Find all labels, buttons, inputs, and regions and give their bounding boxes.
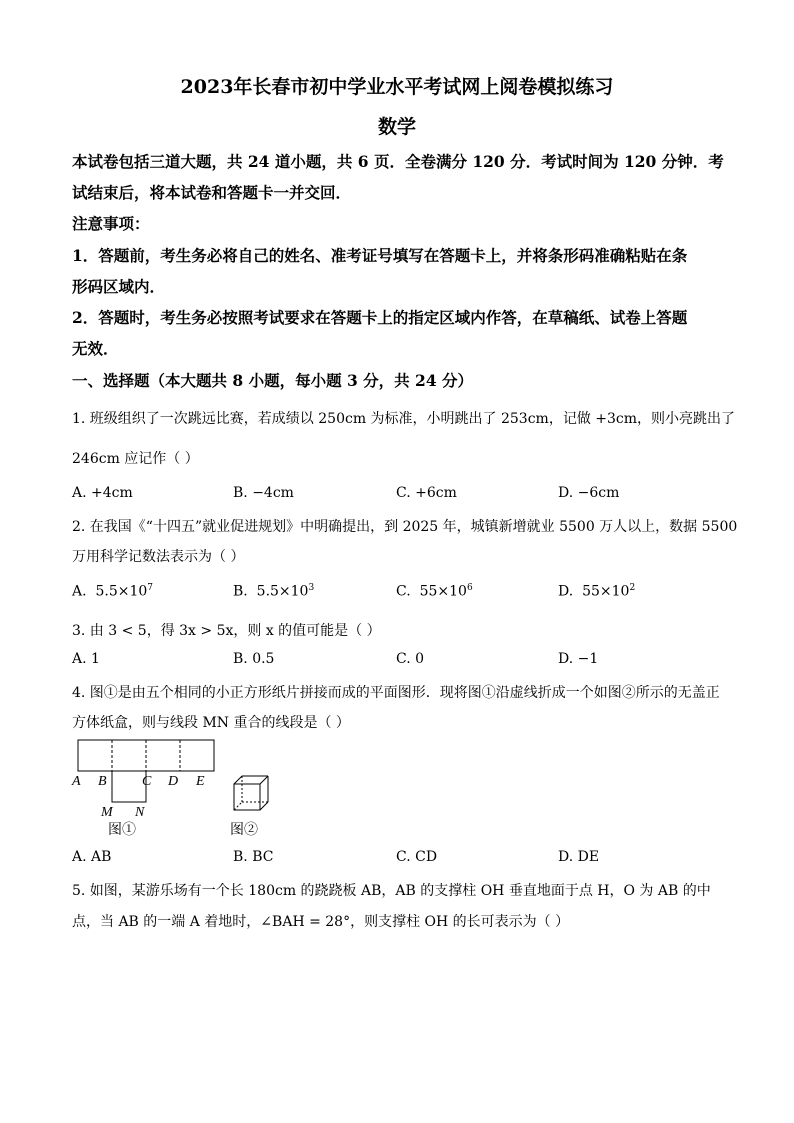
option-base: 5.5×10 bbox=[256, 583, 309, 600]
question-3-option-d: D. −1 bbox=[558, 651, 599, 667]
question-1-option-b: B. −4cm bbox=[233, 485, 294, 501]
question-3-line-1: 3. 由 3 < 5，得 3x > 5x，则 x 的值可能是（ ） bbox=[72, 623, 381, 639]
net-bottom-square bbox=[112, 771, 146, 802]
section-1-title: 一、选择题（本大题共 8 小题，每小题 3 分，共 24 分） bbox=[72, 371, 474, 390]
point-label-m: M bbox=[101, 805, 113, 820]
question-2-option-c bbox=[396, 583, 473, 600]
question-2-option-a bbox=[72, 583, 153, 600]
intro-line-2: 试结束后，将本试卷和答题卡一并交回． bbox=[72, 183, 352, 202]
question-4-option-c: C. CD bbox=[396, 849, 438, 865]
question-5-line-1: 5. 如图，某游乐场有一个长 180cm 的跷跷板 AB，AB 的支撑柱 OH 垂直地面于点 H，O 为 AB 的中 bbox=[72, 883, 711, 899]
intro-line-1: 本试卷包括三道大题，共 24 道小题，共 6 页．全卷满分 120 分．考试时间为 120 分钟．考 bbox=[72, 152, 724, 171]
option-label: C. bbox=[396, 583, 411, 600]
question-2-option-d bbox=[558, 583, 635, 600]
option-base: 55×10 bbox=[582, 583, 630, 600]
question-2-line-2: 万用科学记数法表示为（ ） bbox=[72, 549, 245, 565]
option-exponent: 6 bbox=[466, 583, 473, 593]
question-1-option-c: C. +6cm bbox=[396, 485, 457, 501]
question-4-line-2: 方体纸盒，则与线段 MN 重合的线段是（ ） bbox=[72, 715, 350, 731]
figure-2-cube bbox=[226, 768, 276, 846]
question-1-option-d: D. −6cm bbox=[558, 485, 620, 501]
question-4-line-1: 4. 图①是由五个相同的小正方形纸片拼接而成的平面图形．现将图①沿虚线折成一个如图②所示的无盖正 bbox=[72, 685, 720, 701]
question-3-option-b: B. 0.5 bbox=[233, 651, 275, 667]
question-4-option-a: A. AB bbox=[72, 849, 112, 865]
point-label-c: C bbox=[142, 774, 152, 789]
figure-2-caption: 图② bbox=[230, 822, 258, 838]
question-1-line-2: 246cm 应记作（ ） bbox=[72, 451, 199, 467]
notice-1-line-1: 1．答题前，考生务必将自己的姓名、准考证号填写在答题卡上，并将条形码准确粘贴在条 bbox=[72, 246, 688, 265]
exam-title: 2023年长春市初中学业水平考试网上阅卷模拟练习 bbox=[180, 76, 614, 98]
question-5-line-2: 点，当 AB 的一端 A 着地时，∠BAH = 28°，则支撑柱 OH 的长可表示为（ ） bbox=[72, 914, 570, 930]
point-label-n: N bbox=[135, 805, 145, 820]
question-2-option-b bbox=[233, 583, 314, 600]
question-3-option-a: A. 1 bbox=[72, 651, 100, 667]
figure-1-caption: 图① bbox=[108, 822, 136, 838]
point-label-a: A bbox=[72, 774, 81, 789]
notice-2-line-1: 2．答题时，考生务必按照考试要求在答题卡上的指定区域内作答，在草稿纸、试卷上答题 bbox=[72, 308, 688, 327]
option-base: 5.5×10 bbox=[95, 583, 148, 600]
question-1-line-1: 1. 班级组织了一次跳远比赛，若成绩以 250cm 为标准，小明跳出了 253cm，记做 +3cm，则小亮跳出了 bbox=[72, 411, 736, 427]
question-1-option-a: A. +4cm bbox=[72, 485, 133, 501]
option-label: B. bbox=[233, 583, 248, 600]
option-exponent: 7 bbox=[147, 583, 154, 593]
point-label-b: B bbox=[98, 774, 107, 789]
notice-title: 注意事项： bbox=[72, 214, 150, 233]
point-label-d: D bbox=[168, 774, 179, 789]
question-4-option-d: D. DE bbox=[558, 849, 600, 865]
option-label: D. bbox=[558, 583, 574, 600]
question-3-option-c: C. 0 bbox=[396, 651, 425, 667]
notice-1-line-2: 形码区域内． bbox=[72, 277, 166, 296]
option-exponent: 2 bbox=[629, 583, 636, 593]
option-exponent: 3 bbox=[308, 583, 315, 593]
question-2-line-1: 2. 在我国《“十四五”就业促进规划》中明确提出，到 2025 年，城镇新增就业 5500 万人以上，数据 5500 bbox=[72, 519, 738, 535]
subject-title: 数学 bbox=[377, 116, 416, 138]
option-label: A. bbox=[72, 583, 87, 600]
point-label-e: E bbox=[196, 774, 205, 789]
option-base: 55×10 bbox=[419, 583, 467, 600]
question-4-option-b: B. BC bbox=[233, 849, 274, 865]
notice-2-line-2: 无效． bbox=[72, 339, 119, 358]
figure-1-cube-net bbox=[70, 735, 220, 845]
